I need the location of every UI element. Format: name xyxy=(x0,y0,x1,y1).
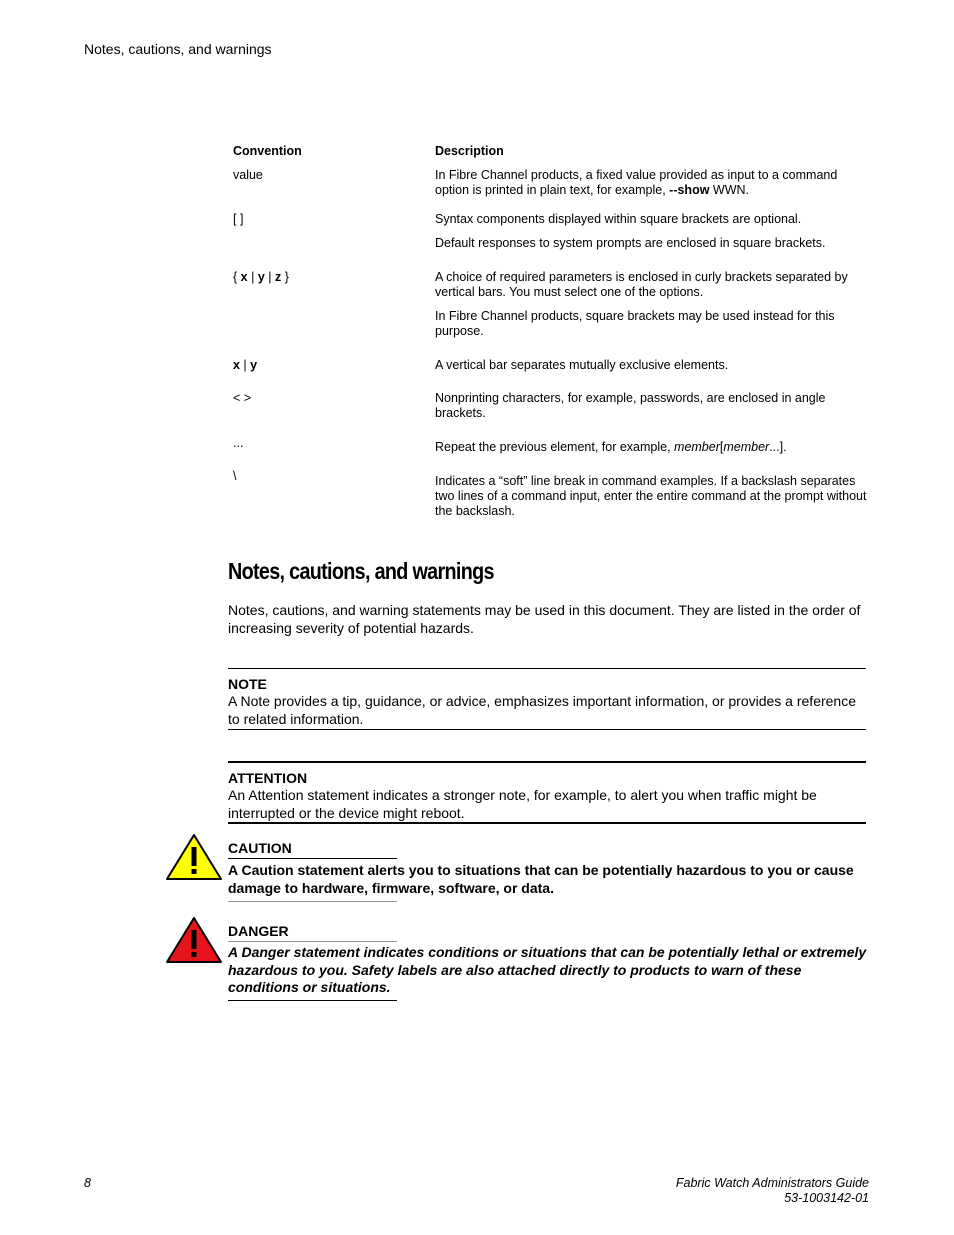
convention-cell: x | y xyxy=(233,358,258,372)
description-cell xyxy=(435,358,871,382)
danger-label-rule xyxy=(228,941,397,942)
description-cell xyxy=(435,212,871,260)
danger-label: DANGER xyxy=(228,923,289,939)
danger-text: A Danger statement indicates conditions or situations that can be potentially lethal or extremely hazardous to you. Safety labels are also attached directly to products to warn of these conditions or situations. xyxy=(228,944,867,995)
caution-label: CAUTION xyxy=(228,840,292,856)
convention-cell: { x | y | z } xyxy=(233,270,289,284)
description-text: A choice of required parameters is enclosed in curly brackets separated by vertical bars. You must select one of the options. xyxy=(435,270,848,299)
description-cell xyxy=(435,168,871,207)
section-intro: Notes, cautions, and warning statements may be used in this document. They are listed in the order of increasing severity of potential hazards. xyxy=(228,602,861,636)
description-cell xyxy=(435,270,871,348)
description-cell xyxy=(435,440,871,464)
description-text: Default responses to system prompts are enclosed in square brackets. xyxy=(435,236,826,250)
footer-doc-info xyxy=(676,1176,869,1206)
table-header-convention: Convention xyxy=(233,144,302,158)
description-text: Indicates a “soft” line break in command examples. If a backslash separates two lines of a command input, enter the entire command at the prompt without the backslash. xyxy=(435,474,867,518)
description-text: Syntax components displayed within square brackets are optional. xyxy=(435,212,802,226)
note-top-rule xyxy=(228,668,866,669)
table-header-description: Description xyxy=(435,144,504,158)
description-text: Nonprinting characters, for example, passwords, are enclosed in angle brackets. xyxy=(435,391,826,420)
description-cell xyxy=(435,391,871,430)
page-number: 8 xyxy=(84,1176,91,1190)
convention-cell: < > xyxy=(233,391,252,405)
caution-label-rule xyxy=(228,858,397,859)
attention-bottom-rule xyxy=(228,822,866,824)
attention-label: ATTENTION xyxy=(228,770,308,786)
danger-bottom-rule xyxy=(228,1000,397,1001)
caution-triangle-icon xyxy=(165,833,223,881)
caution-bottom-rule xyxy=(228,901,397,902)
footer-title: Fabric Watch Administrators Guide xyxy=(675,1176,869,1190)
description-text: In Fibre Channel products, square brackets may be used instead for this purpose. xyxy=(435,309,835,338)
convention-cell: [ ] xyxy=(233,212,244,226)
caution-text: A Caution statement alerts you to situations that can be potentially hazardous to you or cause damage to hardware, firmware, software, or data. xyxy=(228,862,854,896)
convention-cell: ... xyxy=(233,436,244,450)
convention-cell: \ xyxy=(233,469,237,483)
note-bottom-rule xyxy=(228,729,866,730)
description-cell xyxy=(435,474,871,528)
convention-cell: value xyxy=(233,168,263,182)
attention-text: An Attention statement indicates a stronger note, for example, to alert you when traffic might be interrupted or the device might reboot. xyxy=(228,787,817,821)
description-text: A vertical bar separates mutually exclusive elements. xyxy=(435,358,729,372)
description-text: Repeat the previous element, for example, member[member...]. xyxy=(435,440,787,454)
running-head: Notes, cautions, and warnings xyxy=(84,41,272,57)
footer-doc-number: 53-1003142-01 xyxy=(784,1191,869,1205)
note-label: NOTE xyxy=(228,676,267,692)
note-text: A Note provides a tip, guidance, or advice, emphasizes important information, or provides a reference to related information. xyxy=(228,693,856,727)
description-text: In Fibre Channel products, a fixed value provided as input to a command option is printed in plain text, for example, --show WWN. xyxy=(435,168,838,197)
danger-triangle-icon xyxy=(165,916,223,964)
attention-top-rule xyxy=(228,761,866,763)
section-title: Notes, cautions, and warnings xyxy=(228,558,494,584)
